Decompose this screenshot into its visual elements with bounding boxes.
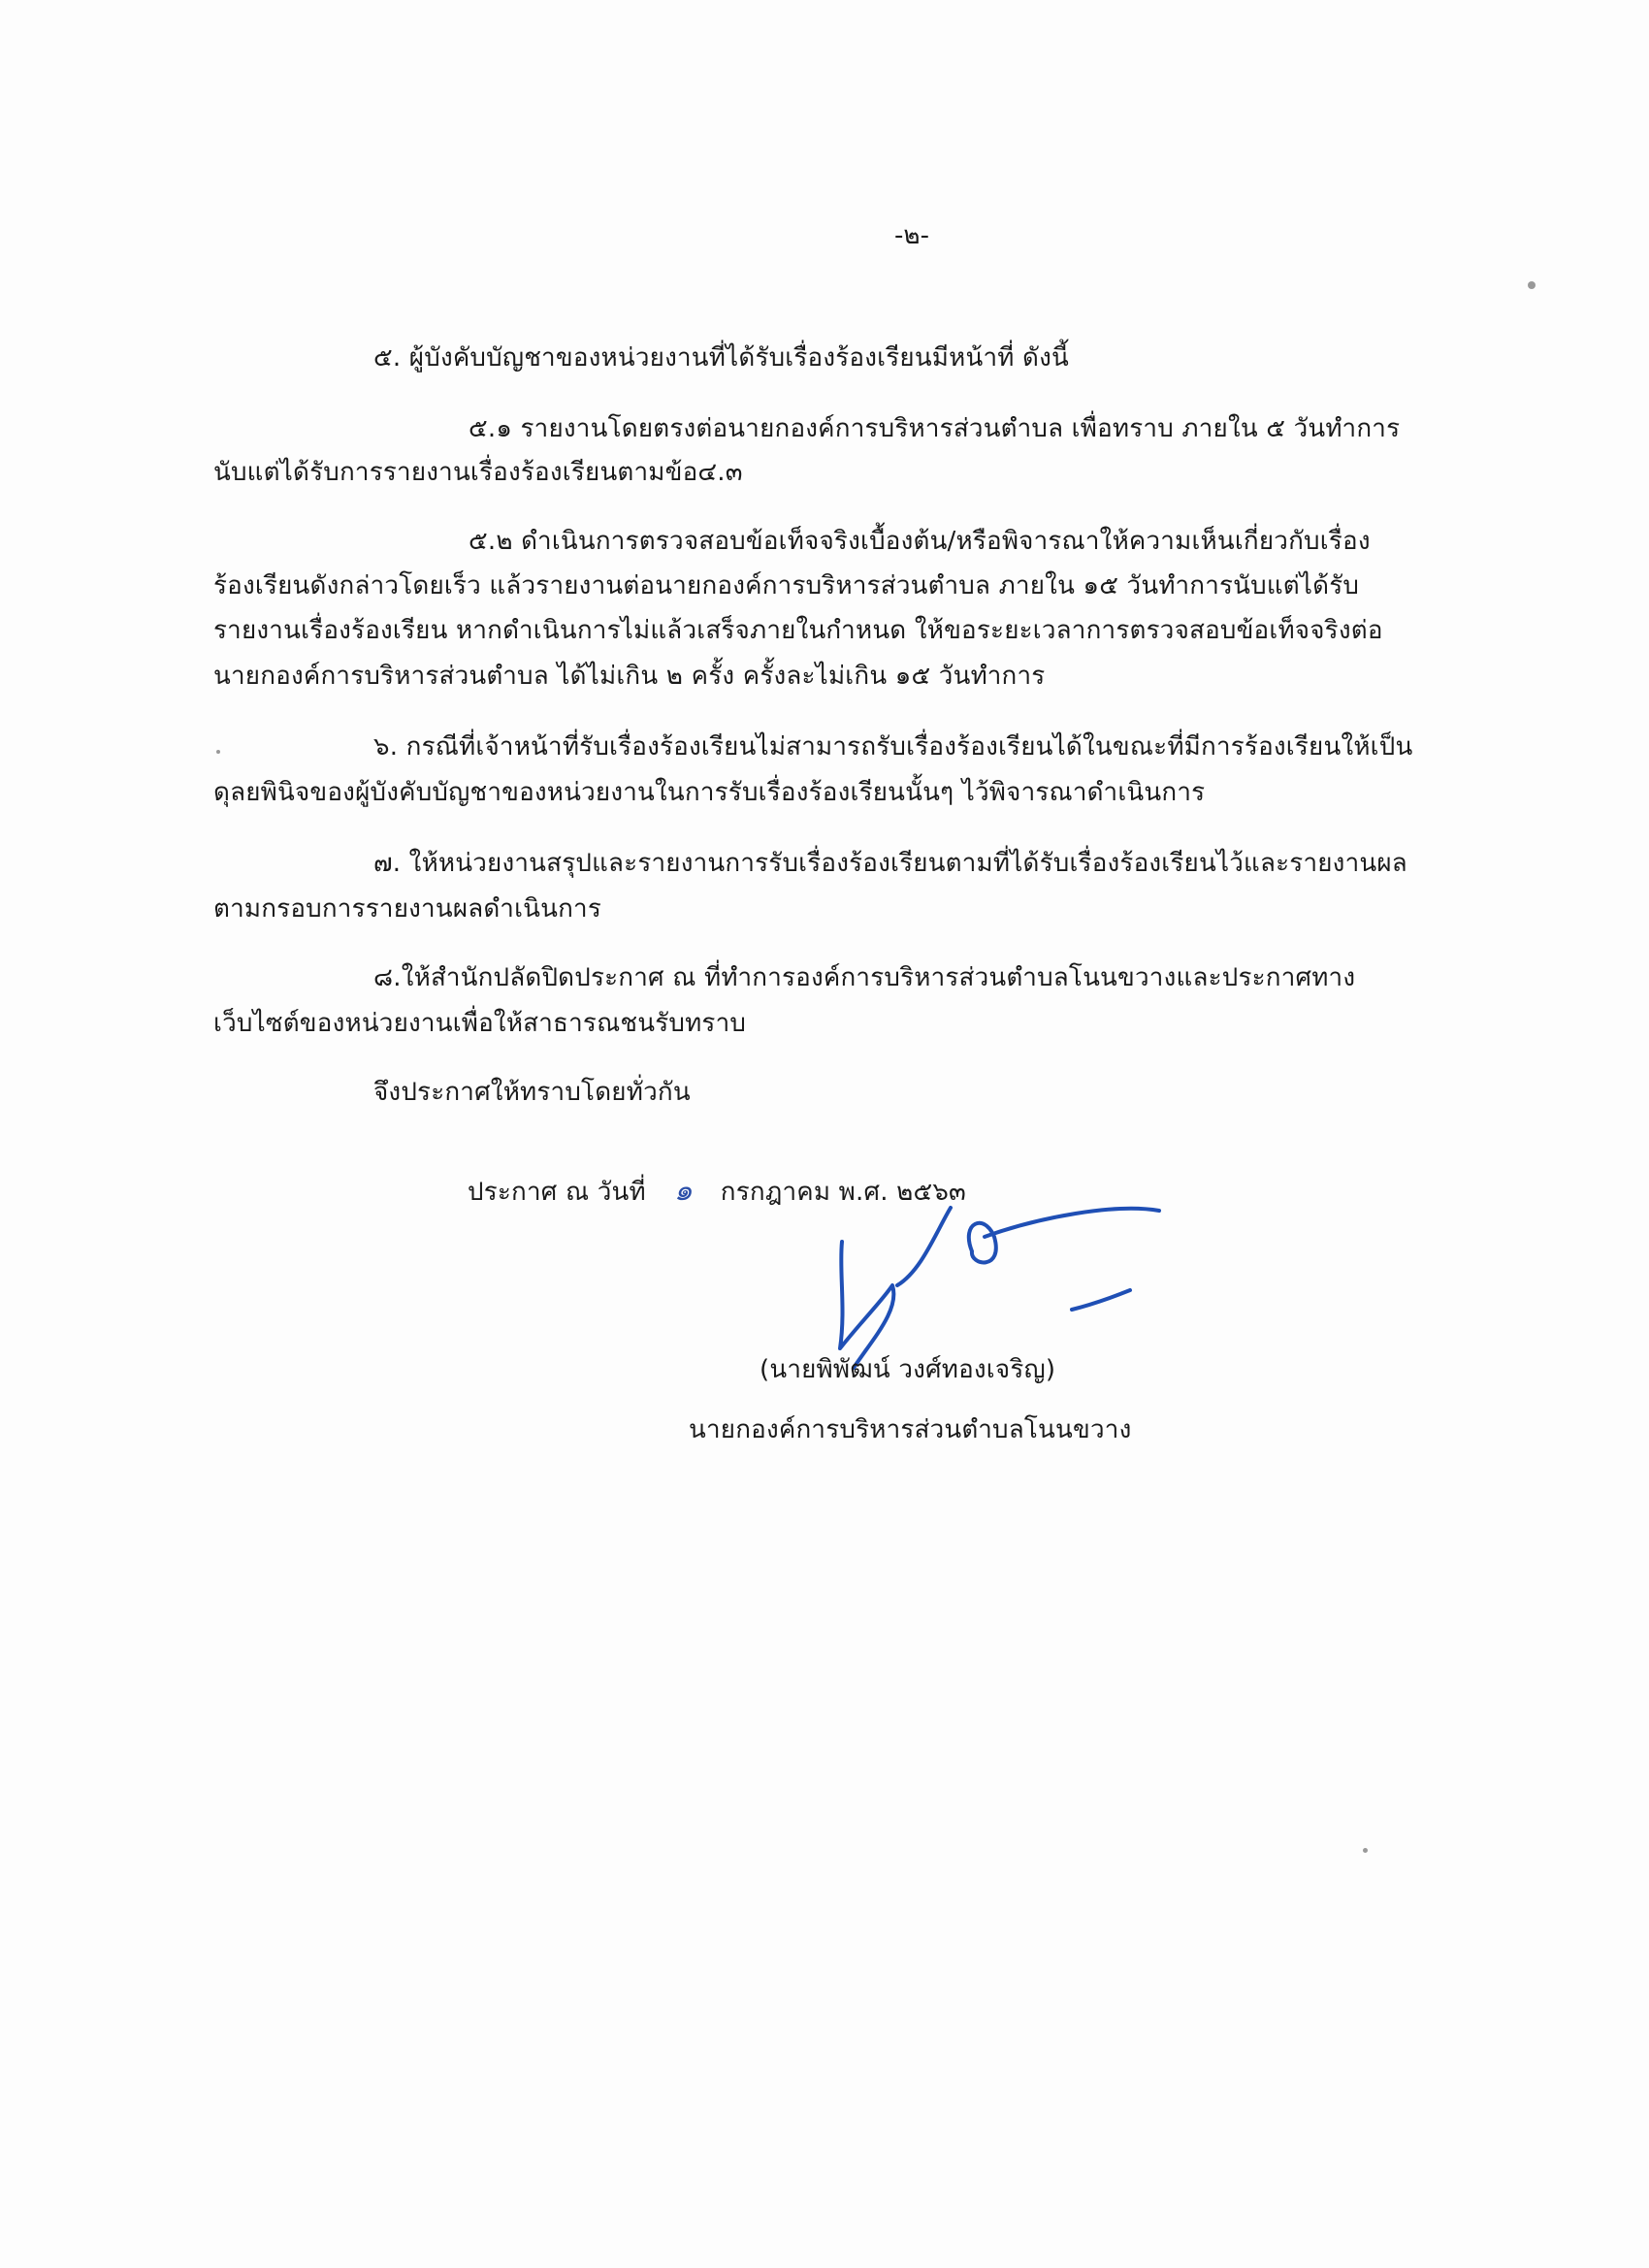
scan-speck: [216, 750, 220, 754]
item-6-line-1: ๖. กรณีที่เจ้าหน้าที่รับเรื่องร้องเรียนไม่สามารถรับเรื่องร้องเรียนได้ในขณะที่มีการร้องเรียนให้เป็น: [373, 732, 1413, 761]
scan-speck: [1528, 281, 1536, 289]
item-7-line-2: ตามกรอบการรายงานผลดำเนินการ: [213, 894, 602, 923]
item-8-line-2: เว็บไซต์ของหน่วยงานเพื่อให้สาธารณชนรับทราบ: [213, 1009, 747, 1038]
item-5-2-line-1: ๕.๒ ดำเนินการตรวจสอบข้อเท็จจริงเบื้องต้น/หรือพิจารณาให้ความเห็นเกี่ยวกับเรื่อง: [469, 527, 1371, 556]
date-prefix: ประกาศ ณ วันที่: [468, 1178, 646, 1207]
signature-image: [824, 1193, 1174, 1377]
item-5-1-line-1: ๕.๑ รายงานโดยตรงต่อนายกองค์การบริหารส่วนตำบล เพื่อทราบ ภายใน ๕ วันทำการ: [469, 414, 1401, 443]
item-5-2-line-4: นายกองค์การบริหารส่วนตำบล ได้ไม่เกิน ๒ ครั้ง ครั้งละไม่เกิน ๑๕ วันทำการ: [213, 662, 1046, 691]
item-8-line-1: ๘.ให้สำนักปลัดปิดประกาศ ณ ที่ทำการองค์การบริหารส่วนตำบลโนนขวางและประกาศทาง: [373, 963, 1356, 992]
item-5-2-line-2: ร้องเรียนดังกล่าวโดยเร็ว แล้วรายงานต่อนายกองค์การบริหารส่วนตำบล ภายใน ๑๕ วันทำการนับแต่ได้รับ: [213, 571, 1360, 600]
item-7-line-1: ๗. ให้หน่วยงานสรุปและรายงานการรับเรื่องร้องเรียนตามที่ได้รับเรื่องร้องเรียนไว้และรายงานผล: [373, 849, 1407, 878]
item-5-1-line-2: นับแต่ได้รับการรายงานเรื่องร้องเรียนตามข้อ๔.๓: [213, 458, 743, 487]
announcement-closing: จึงประกาศให้ทราบโดยทั่วกัน: [373, 1078, 691, 1107]
date-day-handwritten: ๑: [673, 1174, 693, 1208]
scan-speck: [1363, 1848, 1368, 1853]
item-6-line-2: ดุลยพินิจของผู้บังคับบัญชาของหน่วยงานในการรับเรื่องร้องเรียนนั้นๆ ไว้พิจารณาดำเนินการ: [213, 778, 1206, 807]
signer-position: นายกองค์การบริหารส่วนตำบลโนนขวาง: [689, 1415, 1132, 1444]
page-number: -๒-: [894, 221, 929, 250]
item-5-2-line-3: รายงานเรื่องร้องเรียน หากดำเนินการไม่แล้วเสร็จภายในกำหนด ให้ขอระยะเวลาการตรวจสอบข้อเท็จจริงต่อ: [213, 616, 1383, 645]
signer-name: (นายพิพัฒน์ วงศ์ทองเจริญ): [760, 1355, 1056, 1384]
item-5-heading: ๕. ผู้บังคับบัญชาของหน่วยงานที่ได้รับเรื่องร้องเรียนมีหน้าที่ ดังนี้: [373, 343, 1070, 373]
date-suffix: กรกฎาคม พ.ศ. ๒๕๖๓: [720, 1178, 967, 1207]
